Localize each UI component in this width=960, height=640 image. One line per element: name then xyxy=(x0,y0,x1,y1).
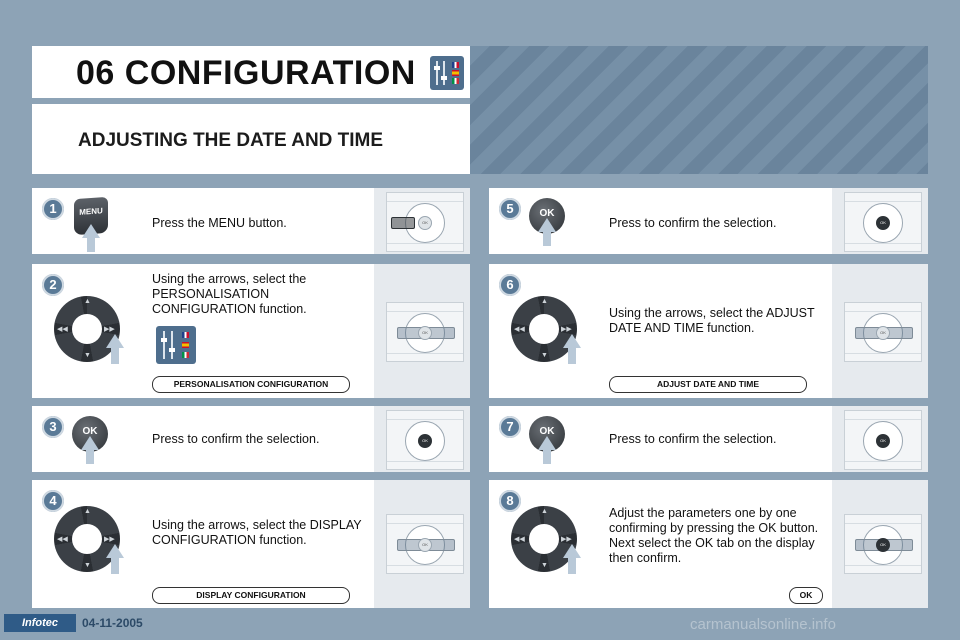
step-text: Using the arrows, select the PERSONALISATION CONFIGURATION function. xyxy=(152,272,307,316)
press-arrow-icon xyxy=(111,558,119,574)
ok-button: OK xyxy=(72,416,108,452)
watermark: carmanualsonline.info xyxy=(690,616,836,633)
header-banner xyxy=(470,46,928,174)
console-illustration xyxy=(844,192,922,252)
arrow-pad-icon: ▲ ▼ ◀◀ ▶▶ xyxy=(52,504,122,574)
step-number: 5 xyxy=(499,198,521,220)
step-text: Using the arrows, select the DISPLAY CONFIGURATION function. xyxy=(152,518,362,547)
press-arrow-icon xyxy=(568,558,576,574)
press-arrow-icon xyxy=(543,448,551,464)
console-ok-key: OK xyxy=(876,326,890,340)
press-arrow-head-icon xyxy=(82,224,100,238)
subtitle-box xyxy=(32,104,470,174)
press-arrow-icon xyxy=(568,348,576,364)
step-number: 8 xyxy=(499,490,521,512)
press-arrow-head-icon xyxy=(538,436,556,450)
press-arrow-icon xyxy=(543,230,551,246)
press-arrow-head-icon xyxy=(106,334,124,348)
console-illustration xyxy=(844,302,922,362)
menu-key-highlight xyxy=(391,217,415,229)
press-arrow-head-icon xyxy=(538,218,556,232)
step-7-panel xyxy=(489,406,928,472)
console-illustration xyxy=(844,514,922,574)
step-2-panel xyxy=(32,264,470,398)
console-ok-key: OK xyxy=(876,434,890,448)
step-1-panel xyxy=(32,188,470,254)
step-number: 3 xyxy=(42,416,64,438)
step-text: Press to confirm the selection. xyxy=(609,432,777,446)
console-ok-key: OK xyxy=(876,216,890,230)
console-illustration xyxy=(386,302,464,362)
ok-tab: OK xyxy=(789,587,823,604)
press-arrow-head-icon xyxy=(563,334,581,348)
press-arrow-head-icon xyxy=(563,544,581,558)
console-ok-key: OK xyxy=(418,326,432,340)
console-ok-key: OK xyxy=(876,538,890,552)
step-6-panel xyxy=(489,264,928,398)
console-ok-key: OK xyxy=(418,434,432,448)
step-text: Using the arrows, select the ADJUST DATE AND TIME function. xyxy=(609,306,815,335)
step-text: Press to confirm the selection. xyxy=(609,216,777,230)
page-title: 06 CONFIGURATION xyxy=(76,54,416,92)
configuration-icon xyxy=(430,56,464,90)
console-ok-key: OK xyxy=(418,216,432,230)
configuration-icon xyxy=(156,326,196,364)
step-number: 4 xyxy=(42,490,64,512)
press-arrow-icon xyxy=(86,448,94,464)
press-arrow-icon xyxy=(111,348,119,364)
step-number: 6 xyxy=(499,274,521,296)
title-box xyxy=(32,46,470,98)
footer-logo: Infotec xyxy=(4,614,76,632)
console-illustration xyxy=(386,514,464,574)
console-illustration xyxy=(386,410,464,470)
step-text: Press to confirm the selection. xyxy=(152,432,320,446)
arrow-pad-icon: ▲ ▼ ◀◀ ▶▶ xyxy=(52,294,122,364)
console-illustration xyxy=(844,410,922,470)
footer-date: 04-11-2005 xyxy=(82,616,143,630)
press-arrow-head-icon xyxy=(81,436,99,450)
step-number: 2 xyxy=(42,274,64,296)
ok-button: OK xyxy=(529,416,565,452)
step-3-panel xyxy=(32,406,470,472)
display-tab: PERSONALISATION CONFIGURATION xyxy=(152,376,350,393)
step-text: Adjust the parameters one by one confirming by pressing the OK button. Next select the OK tab on the display then confirm. xyxy=(609,506,819,565)
press-arrow-icon xyxy=(87,236,95,252)
menu-button: MENU xyxy=(74,197,108,235)
display-tab: ADJUST DATE AND TIME xyxy=(609,376,807,393)
step-8-panel xyxy=(489,480,928,608)
page-subtitle: ADJUSTING THE DATE AND TIME xyxy=(78,130,384,151)
press-arrow-head-icon xyxy=(106,544,124,558)
step-number: 7 xyxy=(499,416,521,438)
arrow-pad-icon: ▲ ▼ ◀◀ ▶▶ xyxy=(509,504,579,574)
console-illustration xyxy=(386,192,464,252)
step-5-panel xyxy=(489,188,928,254)
step-number: 1 xyxy=(42,198,64,220)
console-ok-key: OK xyxy=(418,538,432,552)
ok-button: OK xyxy=(529,198,565,234)
step-text: Press the MENU button. xyxy=(152,216,287,230)
arrow-pad-icon: ▲ ▼ ◀◀ ▶▶ xyxy=(509,294,579,364)
display-tab: DISPLAY CONFIGURATION xyxy=(152,587,350,604)
step-4-panel xyxy=(32,480,470,608)
